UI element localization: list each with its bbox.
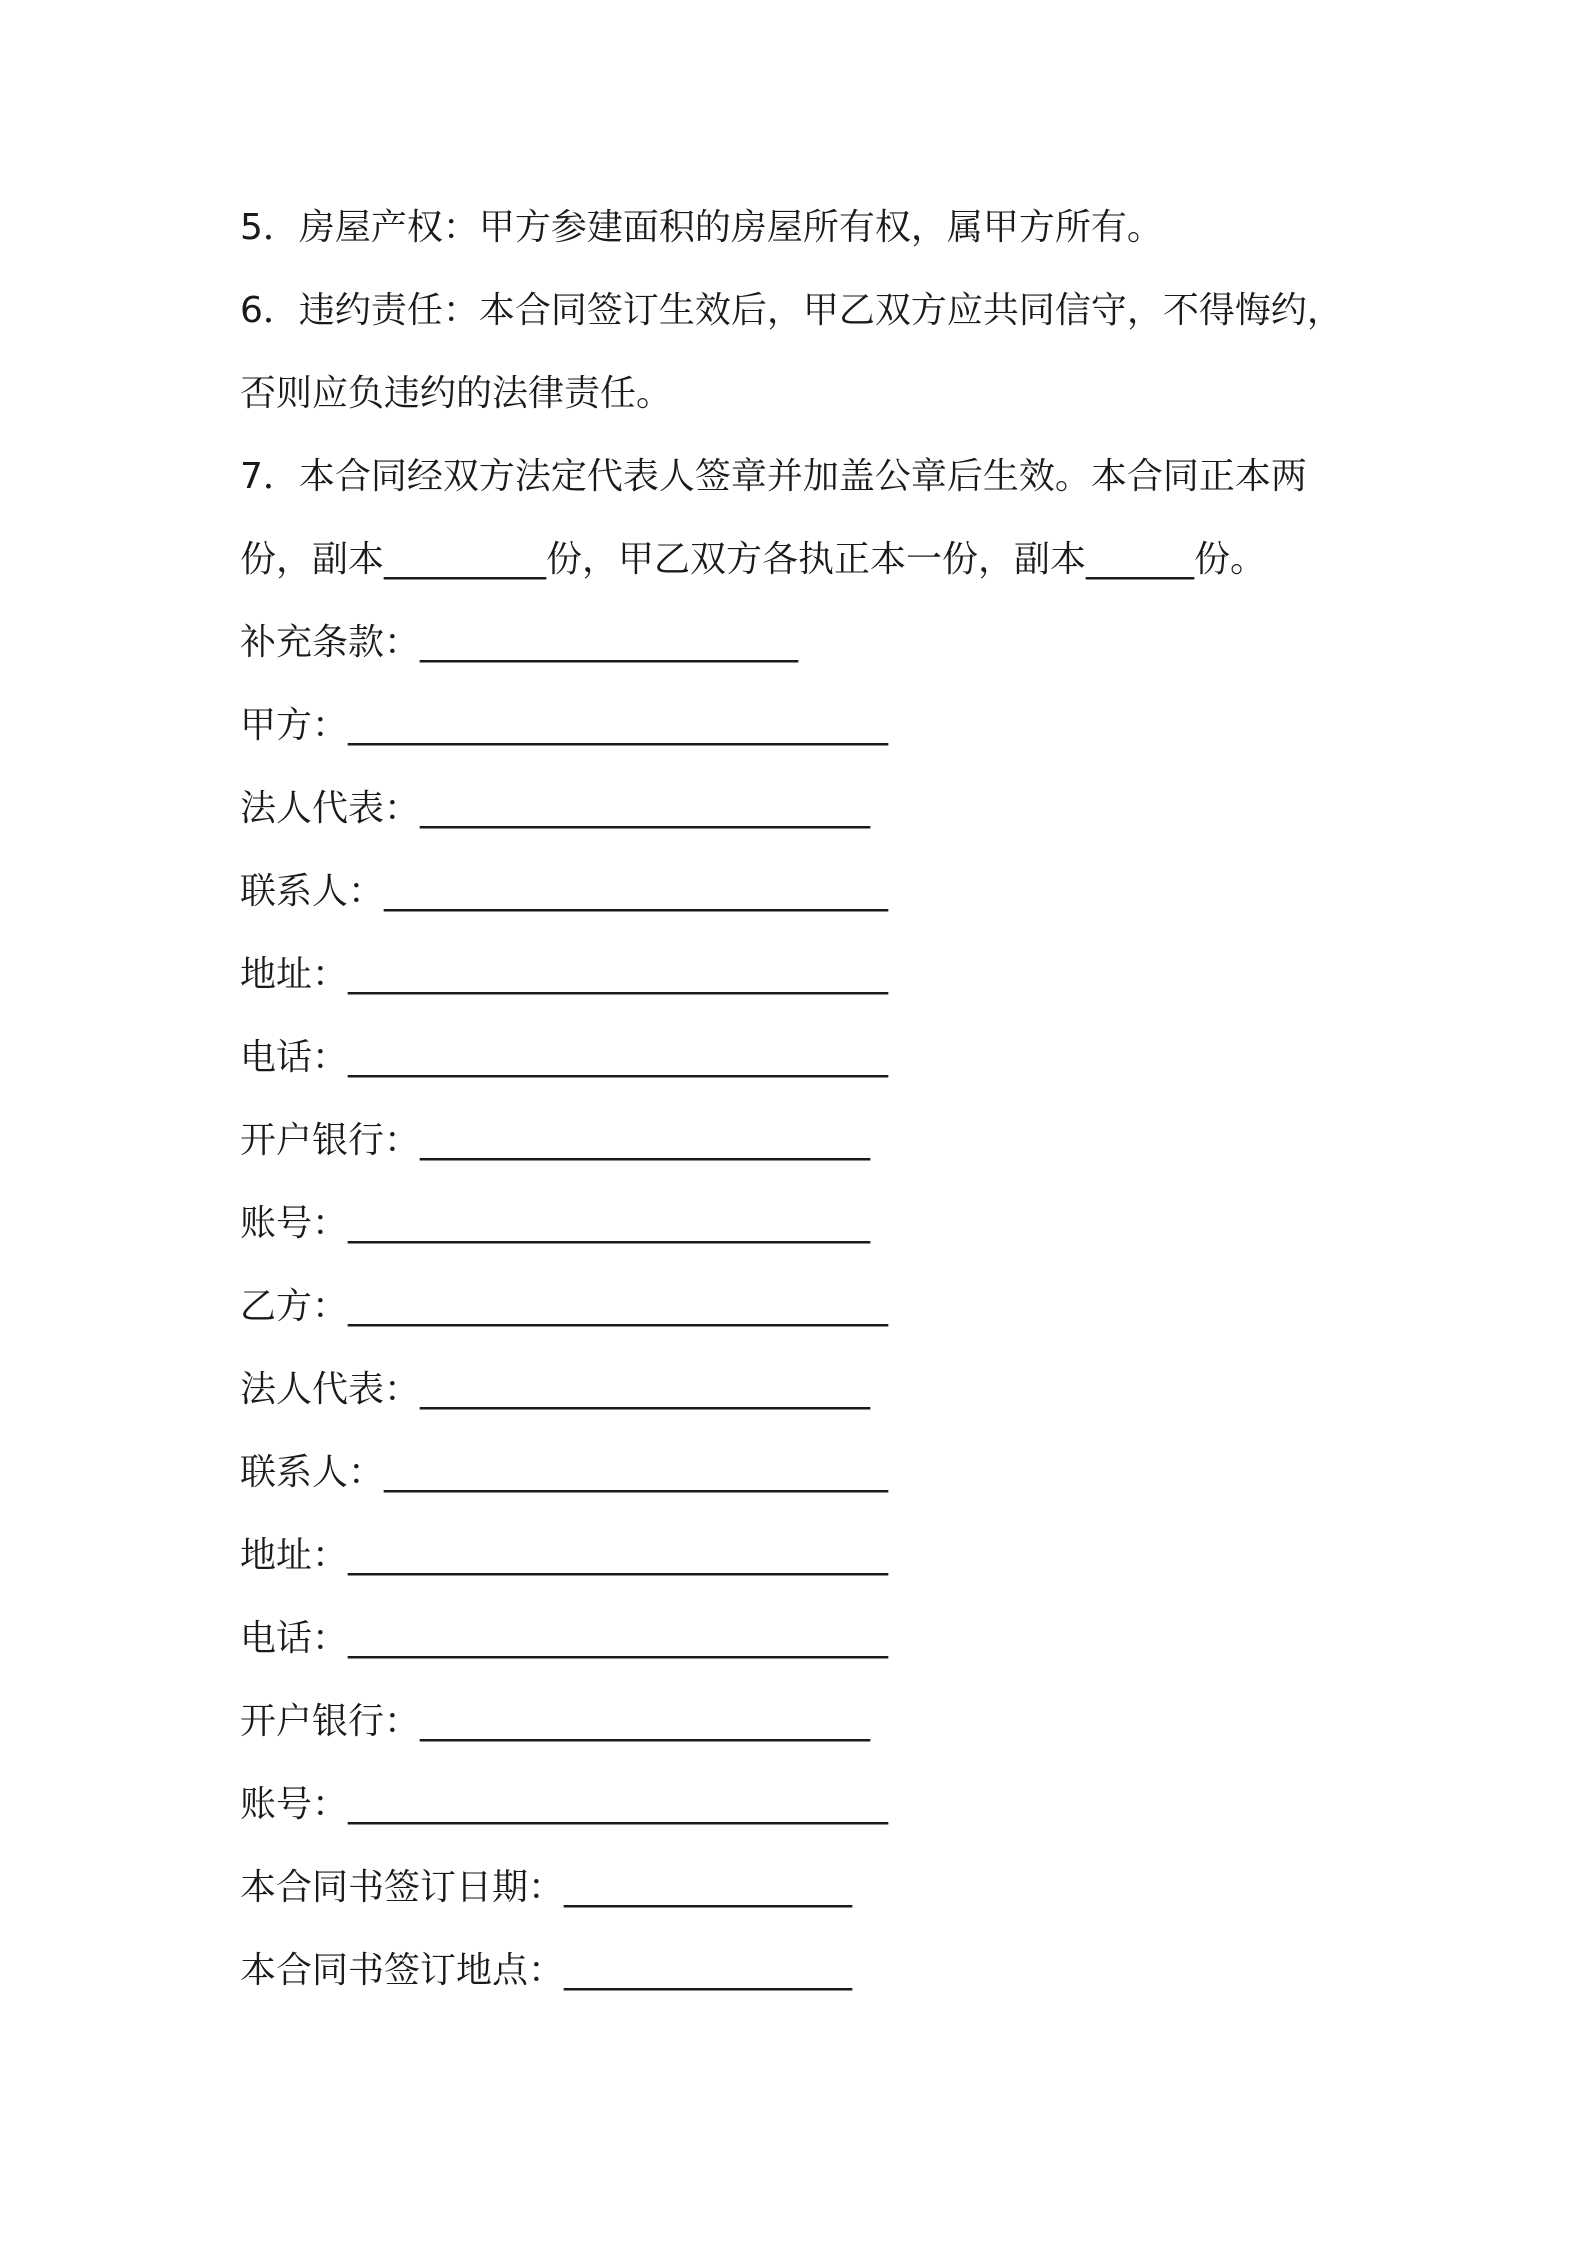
clause-5: 5．房屋产权：甲方参建面积的房屋所有权，属甲方所有。: [240, 207, 1163, 248]
party-b-legal-rep-field: [240, 1366, 870, 1414]
party-b-contact-field: [240, 1449, 888, 1497]
field-label: 账号：: [240, 1203, 349, 1244]
fill-in-blank: _________________________: [420, 1701, 871, 1742]
party-b-account-field: [240, 1781, 888, 1829]
fill-in-blank: ________________: [564, 1950, 853, 1991]
field-label: 开户银行：: [240, 1701, 421, 1742]
supplementary-terms-field: [240, 619, 798, 667]
fill-in-blank: ________________: [564, 1867, 853, 1908]
party-a-account-field: [240, 1200, 870, 1248]
field-label: 电话：: [240, 1037, 349, 1078]
field-label: 地址：: [240, 1535, 349, 1576]
field-label: 本合同书签订地点：: [240, 1950, 565, 1991]
party-a-address-field: [240, 951, 888, 999]
party-a-legal-rep-field: [240, 785, 870, 833]
fill-in-blank: ______________________________: [348, 1618, 889, 1659]
field-label: 开户银行：: [240, 1120, 421, 1161]
field-label: 法人代表：: [240, 1369, 421, 1410]
field-label: 联系人：: [240, 1452, 385, 1493]
party-a-bank-field: [240, 1117, 870, 1165]
fill-in-blank: _________________________: [420, 1369, 871, 1410]
fill-in-blank: ______________________________: [348, 1037, 889, 1078]
fill-in-blank: ______________________________: [348, 1286, 889, 1327]
signing-place-field: [240, 1947, 852, 1995]
field-label: 账号：: [240, 1784, 349, 1825]
fill-in-blank: _________________________: [420, 1120, 871, 1161]
field-label: 联系人：: [240, 871, 385, 912]
fill-in-blank: ______________________________: [348, 1784, 889, 1825]
field-label: 电话：: [240, 1618, 349, 1659]
field-label: 甲方：: [240, 705, 349, 746]
fill-in-blank: ____________________________: [384, 871, 889, 912]
clause-6-line-2: 否则应负违约的法律责任。: [240, 373, 673, 414]
field-label: 法人代表：: [240, 788, 421, 829]
clause-7-line-1: 7．本合同经双方法定代表人签章并加盖公章后生效。本合同正本两: [240, 456, 1307, 497]
fill-in-blank: _____________________: [420, 622, 799, 663]
fill-in-blank: _________________________: [420, 788, 871, 829]
field-label: 乙方：: [240, 1286, 349, 1327]
signing-date-field: [240, 1864, 852, 1912]
party-a-name-field: [240, 702, 888, 750]
fill-in-blank: ____________________________: [384, 1452, 889, 1493]
party-b-address-field: [240, 1532, 888, 1580]
party-a-contact-field: [240, 868, 888, 916]
field-label: 本合同书签订日期：: [240, 1867, 565, 1908]
clause-6-line-1: 6．违约责任：本合同签订生效后，甲乙双方应共同信守，不得悔约，: [240, 290, 1343, 331]
field-label: 补充条款：: [240, 622, 421, 663]
party-a-phone-field: [240, 1034, 888, 1082]
fill-in-blank: ______________________________: [348, 1535, 889, 1576]
party-b-bank-field: [240, 1698, 870, 1746]
field-label: 地址：: [240, 954, 349, 995]
fill-in-blank: ______________________________: [348, 705, 889, 746]
fill-in-blank: _____________________________: [348, 1203, 871, 1244]
party-b-name-field: [240, 1283, 888, 1331]
clause-7-line-2: 份，副本_________份，甲乙双方各执正本一份，副本______份。: [240, 539, 1267, 580]
party-b-phone-field: [240, 1615, 888, 1663]
fill-in-blank: ______________________________: [348, 954, 889, 995]
